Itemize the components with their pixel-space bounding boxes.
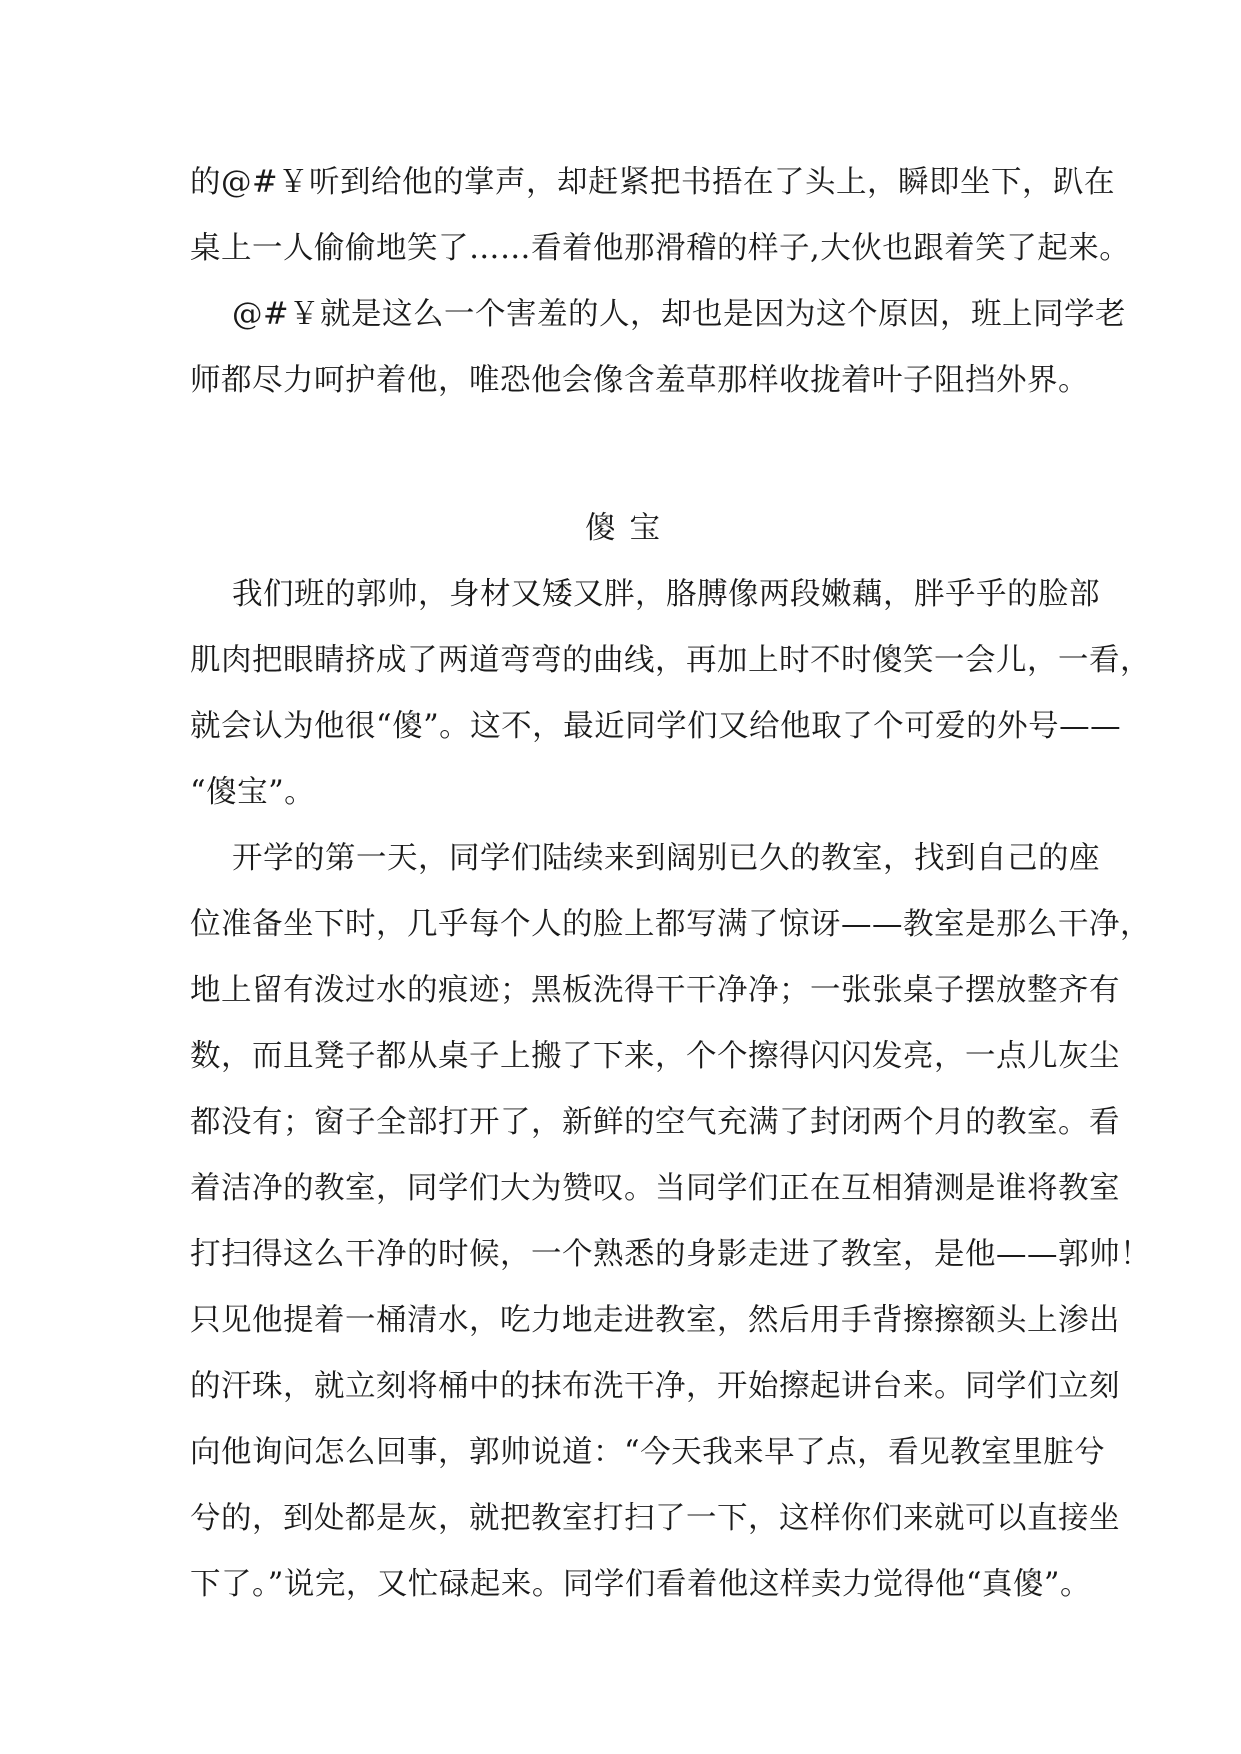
text-line: 向他询问怎么回事，郭帅说道：“今天我来早了点，看见教室里脏兮 — [190, 1435, 1106, 1470]
text-line: 肌肉把眼睛挤成了两道弯弯的曲线，再加上时不时傻笑一会儿，一看， — [190, 643, 1151, 678]
text-line: 地上留有泼过水的痕迹；黑板洗得干干净净；一张张桌子摆放整齐有 — [190, 973, 1120, 1008]
text-line: 的@#￥听到给他的掌声，却赶紧把书捂在了头上，瞬即坐下，趴在 — [190, 165, 1116, 200]
paragraph-first-day — [190, 826, 1151, 1618]
text-line: 打扫得这么干净的时候，一个熟悉的身影走进了教室，是他——郭帅！ — [190, 1237, 1151, 1272]
text-line: @#￥就是这么一个害羞的人，却也是因为这个原因，班上同学老 — [232, 297, 1127, 332]
text-line: 下了。”说完，又忙碌起来。同学们看着他这样卖力觉得他“真傻”。 — [190, 1567, 1092, 1602]
text-line: 兮的，到处都是灰，就把教室打扫了一下，这样你们来就可以直接坐 — [190, 1501, 1120, 1536]
paragraph-continuation — [190, 150, 1131, 282]
text-line: 只见他提着一桶清水，吃力地走进教室，然后用手背擦擦额头上渗出 — [190, 1303, 1120, 1338]
section-title: 傻宝 — [585, 511, 674, 546]
text-line: “傻宝”。 — [190, 775, 316, 810]
text-line: 我们班的郭帅，身材又矮又胖，胳膊像两段嫩藕，胖乎乎的脸部 — [232, 577, 1100, 612]
paragraph-shy-person — [190, 282, 1127, 414]
text-line: 着洁净的教室，同学们大为赞叹。当同学们正在互相猜测是谁将教室 — [190, 1171, 1120, 1206]
document-page — [190, 150, 1151, 1618]
text-line: 就会认为他很“傻”。这不，最近同学们又给他取了个可爱的外号—— — [190, 709, 1122, 744]
paragraph-intro — [190, 562, 1151, 826]
text-line: 的汗珠，就立刻将桶中的抹布洗干净，开始擦起讲台来。同学们立刻 — [190, 1369, 1120, 1404]
text-line: 桌上一人偷偷地笑了……看着他那滑稽的样子,大伙也跟着笑了起来。 — [190, 231, 1131, 266]
section-gap — [190, 414, 1055, 496]
text-line: 师都尽力呵护着他，唯恐他会像含羞草那样收拢着叶子阻挡外界。 — [190, 363, 1089, 398]
text-line: 都没有；窗子全部打开了，新鲜的空气充满了封闭两个月的教室。看 — [190, 1105, 1120, 1140]
text-line: 开学的第一天，同学们陆续来到阔别已久的教室，找到自己的座 — [232, 841, 1100, 876]
text-line: 位准备坐下时，几乎每个人的脸上都写满了惊讶——教室是那么干净， — [190, 907, 1151, 942]
text-line: 数，而且凳子都从桌子上搬了下来，个个擦得闪闪发亮，一点儿灰尘 — [190, 1039, 1120, 1074]
